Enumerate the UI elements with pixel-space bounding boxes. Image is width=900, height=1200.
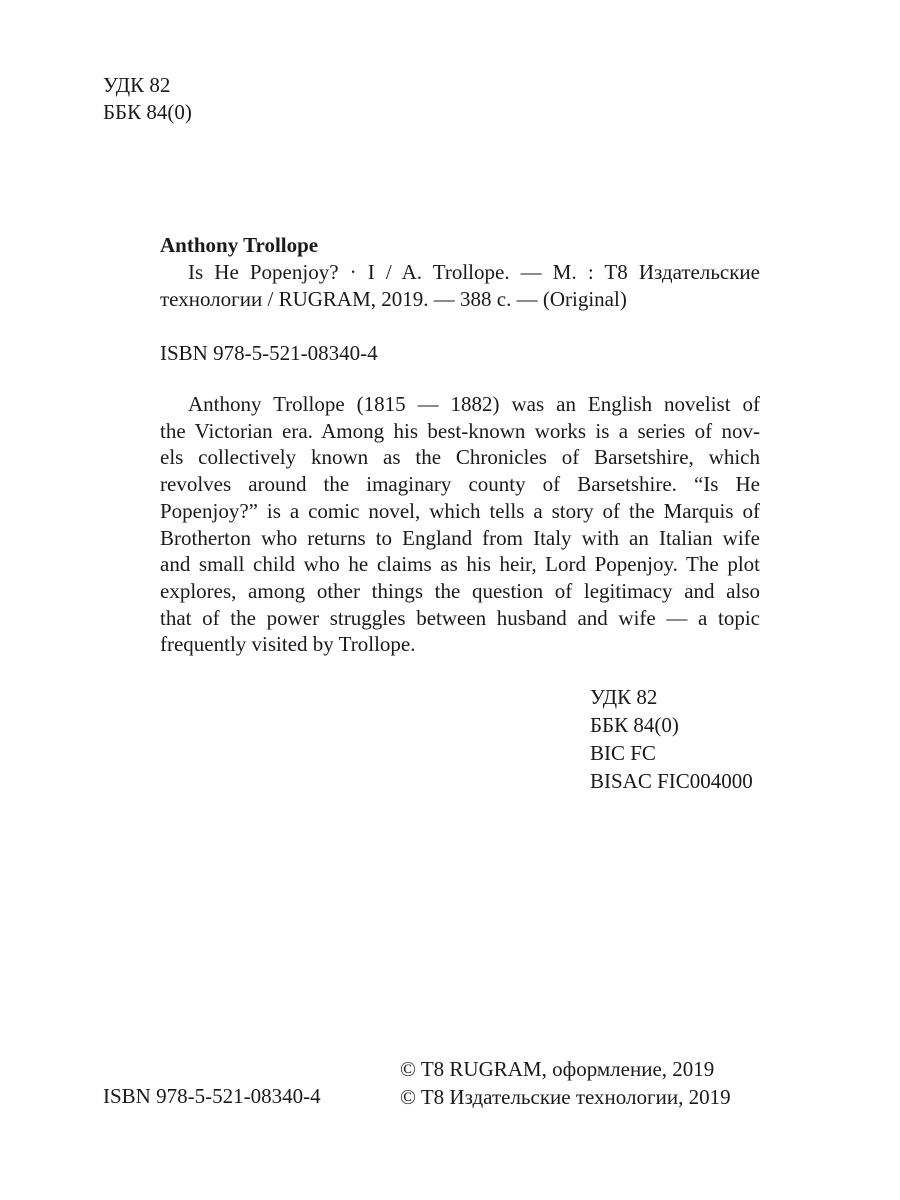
- udk-code: УДК 82: [590, 685, 658, 709]
- annotation-line: that of the power struggles between husband and wife — a topic: [160, 605, 760, 630]
- annotation-line: Brotherton who returns to England from Italy with an Italian wife: [160, 525, 760, 550]
- bbk-code: ББК 84(0): [103, 100, 192, 124]
- isbn-number: ISBN 978-5-521-08340-4: [103, 1084, 321, 1108]
- bisac-code: BISAC FIC004000: [590, 769, 753, 793]
- copyright-publisher: © T8 Издательские технологии, 2019: [400, 1085, 731, 1109]
- classification-codes-right: [590, 683, 753, 795]
- classification-codes-top: [103, 72, 192, 126]
- isbn-bottom: [103, 1083, 321, 1110]
- copyright-design: © T8 RUGRAM, оформление, 2019: [400, 1057, 715, 1081]
- catalog-entry: [160, 232, 760, 313]
- annotation-line: the Victorian era. Among his best-known works is a series of nov-: [160, 418, 760, 443]
- annotation-line: and small child who he claims as his heir, Lord Popenjoy. The plot: [160, 552, 760, 577]
- annotation-paragraph: [160, 391, 760, 658]
- annotation-line: revolves around the imaginary county of Barsetshire. “Is He: [160, 472, 760, 497]
- annotation-line: els collectively known as the Chronicles of Barsetshire, which: [160, 445, 760, 470]
- isbn-main: [160, 340, 378, 367]
- annotation-line: Popenjoy?” is a comic novel, which tells a story of the Marquis of: [160, 498, 760, 523]
- isbn-number: ISBN 978-5-521-08340-4: [160, 341, 378, 365]
- catalog-line: технологии / RUGRAM, 2019. — 388 с. — (Original): [160, 287, 627, 311]
- annotation-line: explores, among other things the question of legitimacy and also: [160, 578, 760, 603]
- annotation-line: Anthony Trollope (1815 — 1882) was an English novelist of: [188, 392, 760, 416]
- bic-code: BIC FC: [590, 741, 656, 765]
- author-heading: Anthony Trollope: [160, 233, 319, 257]
- catalog-line: Is He Popenjoy? · I / A. Trollope. — M. : T8 Издательские: [188, 260, 760, 284]
- udk-code: УДК 82: [103, 73, 171, 97]
- bbk-code: ББК 84(0): [590, 713, 679, 737]
- annotation-line: frequently visited by Trollope.: [160, 632, 416, 657]
- copyright-notice: [400, 1055, 731, 1111]
